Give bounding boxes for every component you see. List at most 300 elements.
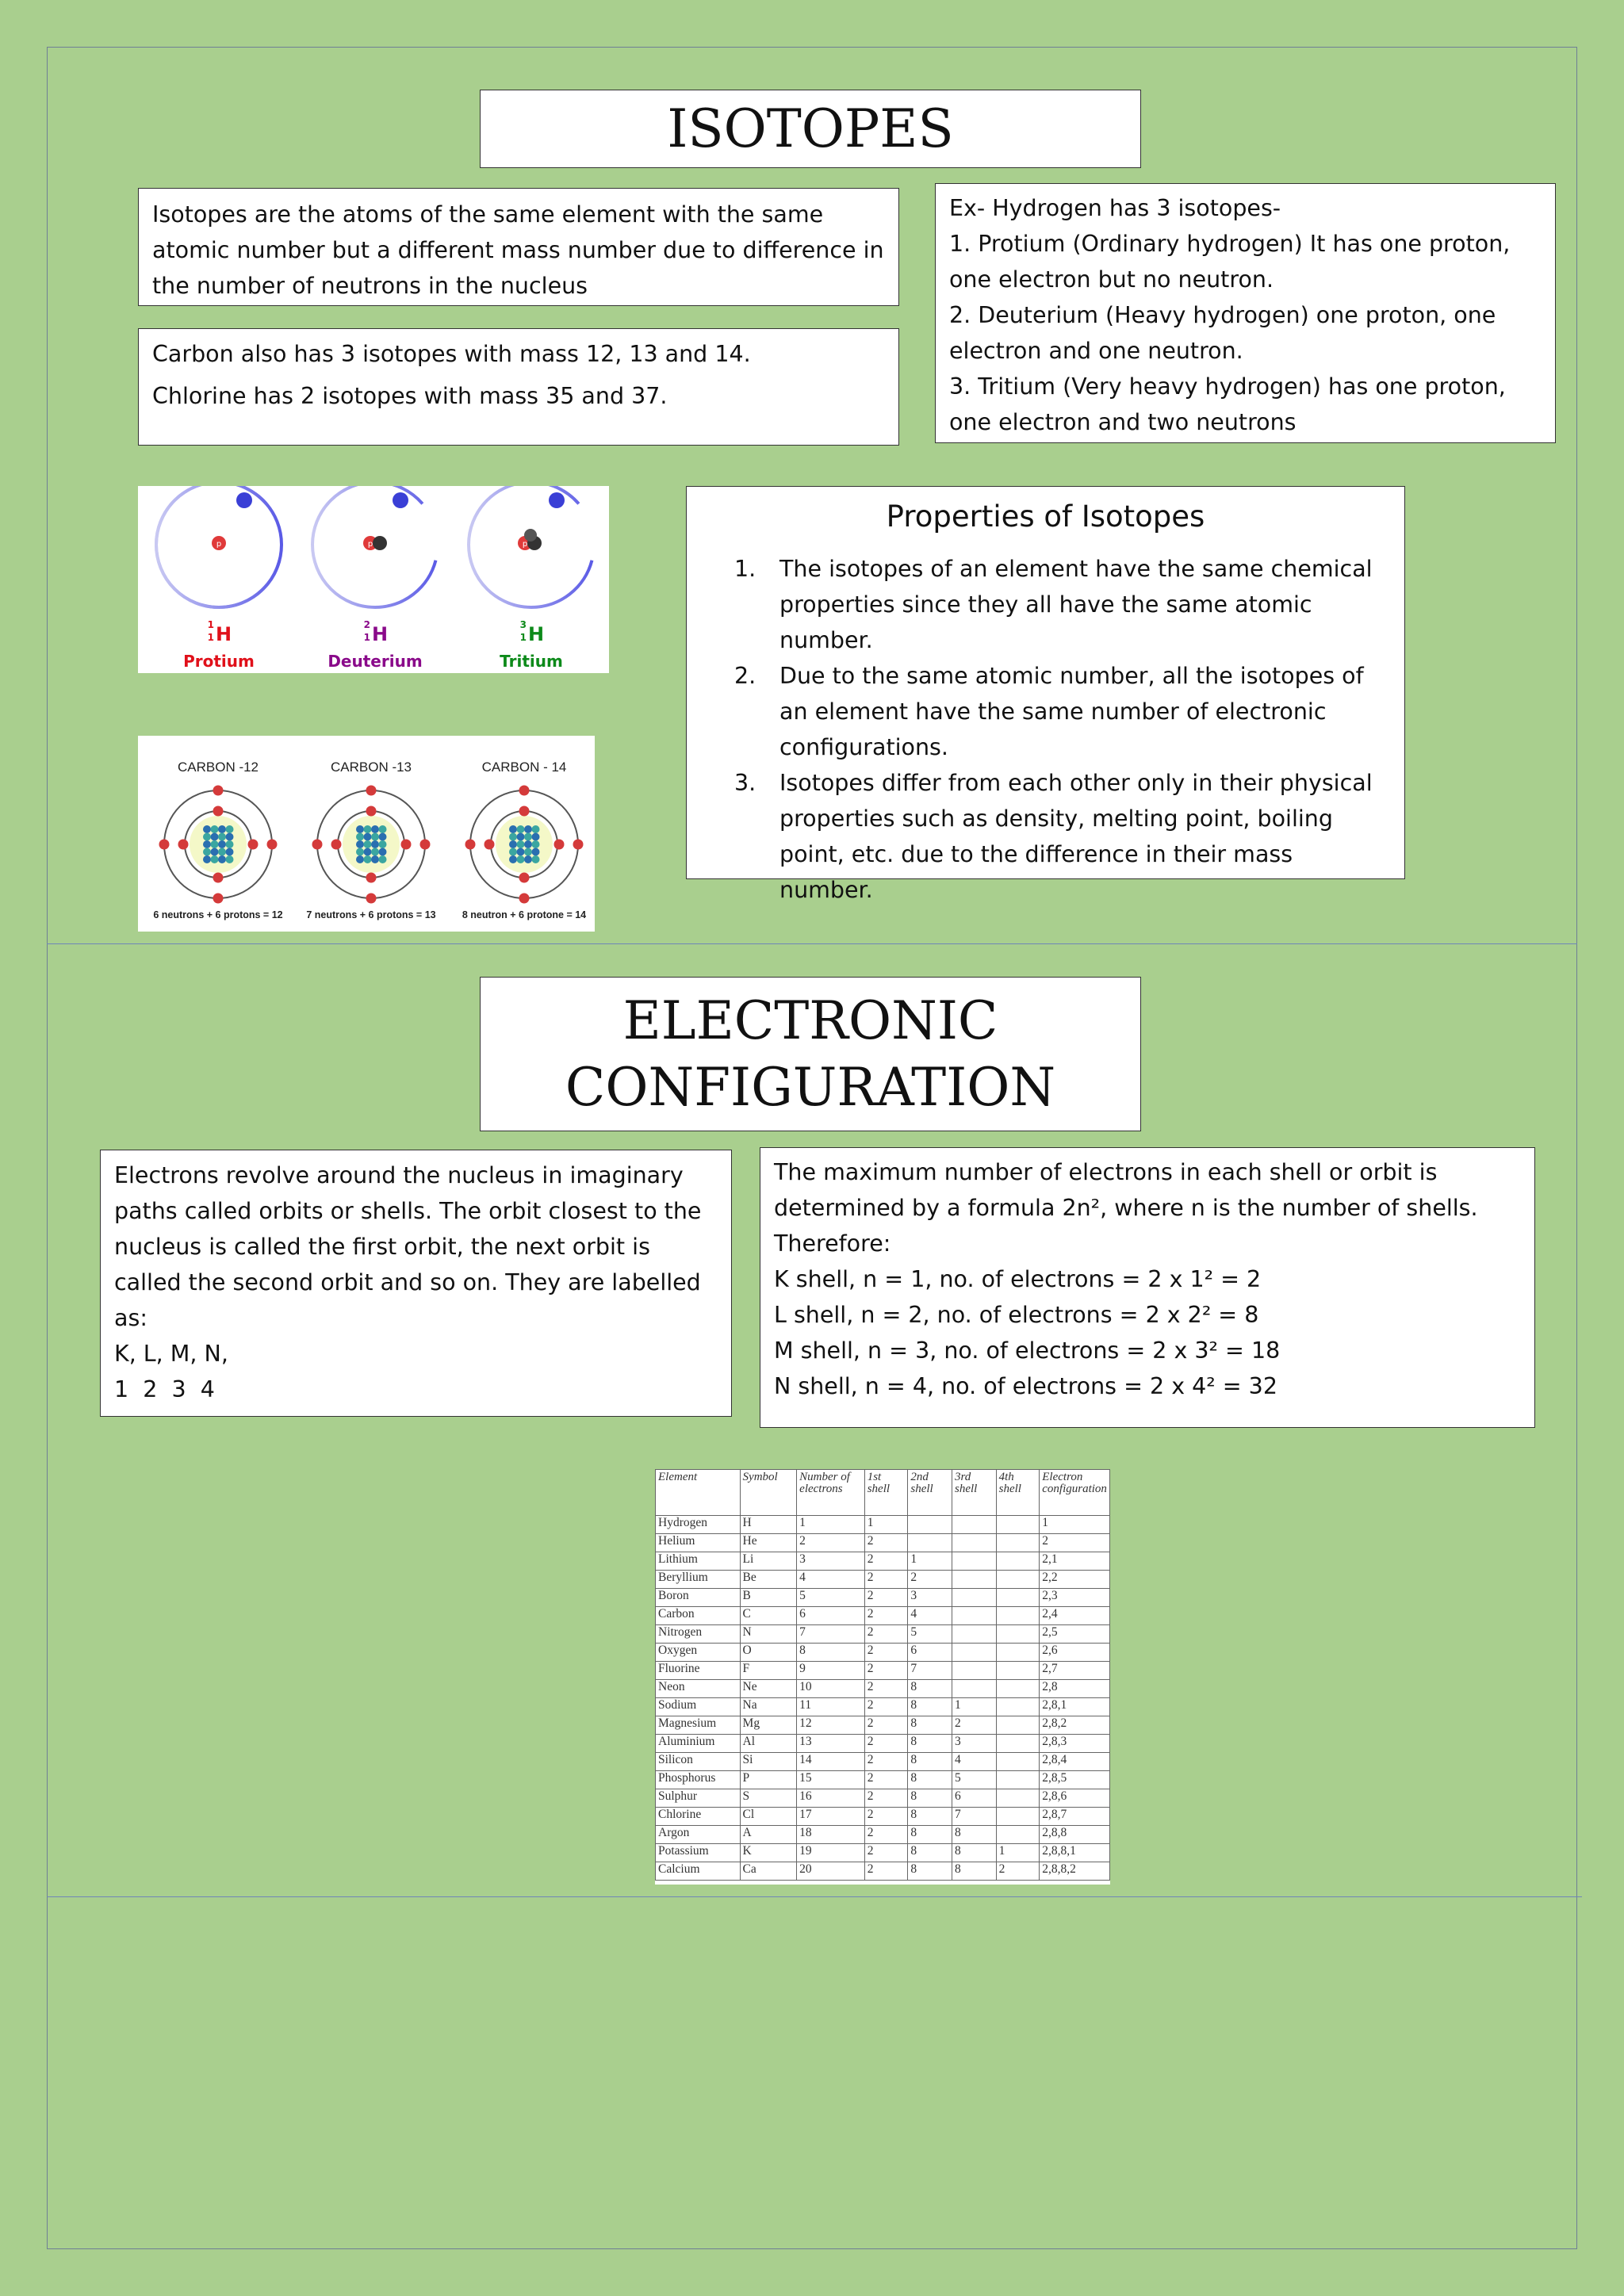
table-cell: 2,8,1	[1040, 1698, 1110, 1716]
column-header: Electron configuration	[1040, 1470, 1110, 1516]
table-cell: 2	[864, 1552, 908, 1571]
table-row	[656, 1826, 1110, 1844]
table-cell: 8	[908, 1844, 952, 1862]
table-row	[656, 1789, 1110, 1808]
table-cell: 2,8,3	[1040, 1735, 1110, 1753]
electron-icon	[519, 806, 530, 817]
nucleon-icon	[211, 848, 219, 856]
therefore-text: Therefore:	[774, 1230, 891, 1257]
table-cell: 2	[952, 1716, 996, 1735]
table-cell: 2	[996, 1862, 1040, 1881]
nucleon-icon	[211, 840, 219, 848]
table-cell: 2	[864, 1844, 908, 1862]
table-row	[656, 1771, 1110, 1789]
table-cell: 8	[952, 1826, 996, 1844]
table-cell	[952, 1625, 996, 1644]
nucleon-icon	[517, 833, 525, 841]
table-cell: 2	[864, 1534, 908, 1552]
table-cell	[996, 1680, 1040, 1698]
table-cell	[996, 1607, 1040, 1625]
nucleon-icon	[379, 825, 387, 833]
table-cell: 8	[908, 1826, 952, 1844]
table-cell	[996, 1552, 1040, 1571]
table-cell: 18	[797, 1826, 865, 1844]
table-cell: Li	[740, 1552, 797, 1571]
table-cell: 2	[864, 1808, 908, 1826]
table-row	[656, 1625, 1110, 1644]
nucleon-icon	[226, 840, 234, 848]
properties-list	[734, 551, 1384, 908]
table-row	[656, 1589, 1110, 1607]
table-cell: H	[740, 1516, 797, 1534]
table-cell: O	[740, 1644, 797, 1662]
table-cell	[952, 1552, 996, 1571]
table-cell: 7	[952, 1808, 996, 1826]
isotope-name: Tritium	[500, 652, 563, 671]
table-cell	[996, 1698, 1040, 1716]
electron-icon	[213, 806, 224, 817]
nucleon-icon	[226, 833, 234, 841]
nucleon-icon	[379, 840, 387, 848]
table-cell: 2	[864, 1662, 908, 1680]
table-cell	[952, 1662, 996, 1680]
table-cell	[908, 1516, 952, 1534]
table-cell: 1	[952, 1698, 996, 1716]
table-cell: 2	[908, 1571, 952, 1589]
k-shell-formula: K shell, n = 1, no. of electrons = 2 x 1² = 2	[774, 1266, 1262, 1292]
electron-icon	[420, 840, 431, 850]
electronic-config-title-line1: ELECTRONIC	[622, 989, 998, 1051]
m-shell-formula: M shell, n = 3, no. of electrons = 2 x 3² = 18	[774, 1337, 1281, 1364]
table-cell: 1	[996, 1844, 1040, 1862]
nucleon-icon	[218, 840, 226, 848]
nucleon-icon	[203, 833, 211, 841]
table-cell: 2,6	[1040, 1644, 1110, 1662]
nucleon-icon	[226, 855, 234, 863]
electron-icon	[213, 894, 224, 904]
table-cell: 17	[797, 1808, 865, 1826]
table-cell: 4	[908, 1607, 952, 1625]
nucleon-icon	[218, 855, 226, 863]
section-divider	[47, 943, 1577, 944]
table-cell	[952, 1589, 996, 1607]
nucleon-icon	[532, 833, 540, 841]
nucleon-icon	[218, 825, 226, 833]
table-cell: Mg	[740, 1716, 797, 1735]
formula-text: The maximum number of electrons in each shell or orbit is determined by a formula 2n², where n is the number of shells.	[774, 1159, 1478, 1221]
nucleon-icon	[364, 855, 372, 863]
table-cell: Argon	[656, 1826, 741, 1844]
table-cell	[952, 1607, 996, 1625]
table-cell: N	[740, 1625, 797, 1644]
table-cell: 2,8,2	[1040, 1716, 1110, 1735]
element-symbol: H	[372, 623, 389, 645]
table-row	[656, 1552, 1110, 1571]
nucleon-icon	[203, 855, 211, 863]
nucleon-icon	[517, 825, 525, 833]
electron-config-table	[655, 1469, 1110, 1881]
nucleon-icon	[203, 848, 211, 856]
proton-label: p	[522, 540, 528, 549]
table-cell: 15	[797, 1771, 865, 1789]
orbits-text: Electrons revolve around the nucleus in imaginary paths called orbits or shells. The orbit closest to the nucleus is called the first orbit, the next orbit is called the second orbit and so on. They are labelled as:	[114, 1162, 702, 1331]
atomic-number: 1	[519, 632, 527, 643]
section-divider	[47, 1896, 1582, 1897]
nucleon-icon	[364, 825, 372, 833]
carbon-isotope-caption: 8 neutron + 6 protone = 14	[462, 909, 587, 920]
table-cell: 19	[797, 1844, 865, 1862]
table-cell: 1	[1040, 1516, 1110, 1534]
table-cell	[996, 1735, 1040, 1753]
electron-icon	[178, 840, 189, 850]
table-cell: 2,8,6	[1040, 1789, 1110, 1808]
electron-icon	[393, 492, 408, 508]
electron-icon	[312, 840, 323, 850]
table-cell: Potassium	[656, 1844, 741, 1862]
table-cell	[996, 1625, 1040, 1644]
table-cell: 2,8	[1040, 1680, 1110, 1698]
table-cell: 2,7	[1040, 1662, 1110, 1680]
table-cell: Al	[740, 1735, 797, 1753]
table-cell: 16	[797, 1789, 865, 1808]
nucleon-icon	[203, 825, 211, 833]
table-cell: 2	[864, 1771, 908, 1789]
table-cell: 2	[864, 1680, 908, 1698]
column-header: 3rd shell	[952, 1470, 996, 1516]
table-cell: 12	[797, 1716, 865, 1735]
nucleon-icon	[509, 855, 517, 863]
table-cell: He	[740, 1534, 797, 1552]
isotope-definition-box	[138, 188, 899, 306]
deuterium-item: 2. Deuterium (Heavy hydrogen) one proton, one electron and one neutron.	[949, 302, 1496, 364]
nucleon-icon	[364, 848, 372, 856]
table-cell: Hydrogen	[656, 1516, 741, 1534]
isotope-name: Deuterium	[327, 652, 423, 671]
table-cell: Magnesium	[656, 1716, 741, 1735]
electron-icon	[213, 786, 224, 796]
nucleon-icon	[517, 840, 525, 848]
table-cell	[952, 1571, 996, 1589]
table-cell: Si	[740, 1753, 797, 1771]
proton-label: p	[367, 540, 373, 549]
table-cell: 5	[797, 1589, 865, 1607]
hydrogen-example-box	[935, 183, 1556, 443]
table-cell: Oxygen	[656, 1644, 741, 1662]
table-cell: 2,8,8,2	[1040, 1862, 1110, 1881]
table-cell: 2,8,8,1	[1040, 1844, 1110, 1862]
nucleon-icon	[203, 840, 211, 848]
electron-icon	[554, 840, 565, 850]
electron-icon	[267, 840, 278, 850]
nucleon-icon	[356, 855, 364, 863]
nucleon-icon	[211, 833, 219, 841]
table-cell: 3	[952, 1735, 996, 1753]
table-cell	[996, 1644, 1040, 1662]
hydrogen-isotopes-diagram	[138, 486, 609, 673]
table-header-row	[656, 1470, 1110, 1516]
table-cell: 14	[797, 1753, 865, 1771]
property-item: 1. The isotopes of an element have the same chemical properties since they all have the same atomic number.	[734, 556, 1373, 653]
table-cell: 1	[908, 1552, 952, 1571]
table-cell: 2	[864, 1826, 908, 1844]
table-cell: 2,8,4	[1040, 1753, 1110, 1771]
l-shell-formula: L shell, n = 2, no. of electrons = 2 x 2² = 8	[774, 1302, 1259, 1328]
table-cell: 2,8,5	[1040, 1771, 1110, 1789]
table-cell: 2	[864, 1589, 908, 1607]
table-cell	[996, 1662, 1040, 1680]
table-row	[656, 1753, 1110, 1771]
electron-icon	[485, 840, 495, 850]
table-cell: 2,5	[1040, 1625, 1110, 1644]
table-cell: 2,4	[1040, 1607, 1110, 1625]
electron-icon	[366, 873, 377, 883]
table-cell: 2,3	[1040, 1589, 1110, 1607]
table-row	[656, 1735, 1110, 1753]
table-cell: Neon	[656, 1680, 741, 1698]
table-cell: C	[740, 1607, 797, 1625]
nucleon-icon	[524, 833, 532, 841]
isotopes-title: ISOTOPES	[667, 98, 954, 159]
electron-config-table-figure	[655, 1469, 1110, 1885]
table-row	[656, 1534, 1110, 1552]
table-cell: 10	[797, 1680, 865, 1698]
nucleon-icon	[379, 848, 387, 856]
table-cell: 9	[797, 1662, 865, 1680]
electron-icon	[248, 840, 259, 850]
proton-label: p	[216, 540, 222, 549]
table-cell: B	[740, 1589, 797, 1607]
electron-icon	[366, 806, 377, 817]
nucleon-icon	[379, 833, 387, 841]
n-shell-formula: N shell, n = 4, no. of electrons = 2 x 4² = 32	[774, 1373, 1277, 1399]
table-row	[656, 1571, 1110, 1589]
table-cell: A	[740, 1826, 797, 1844]
table-cell: 8	[908, 1753, 952, 1771]
electron-icon	[366, 894, 377, 904]
table-cell: 2,8,7	[1040, 1808, 1110, 1826]
table-cell: Phosphorus	[656, 1771, 741, 1789]
nucleon-icon	[356, 840, 364, 848]
electron-icon	[331, 840, 342, 850]
table-cell	[952, 1516, 996, 1534]
table-cell: 6	[797, 1607, 865, 1625]
nucleon-icon	[524, 840, 532, 848]
table-cell: Chlorine	[656, 1808, 741, 1826]
nucleon-icon	[524, 825, 532, 833]
isotope-name: Protium	[183, 652, 255, 671]
table-cell: 6	[952, 1789, 996, 1808]
nucleon-icon	[517, 848, 525, 856]
carbon-isotope-title: CARBON -12	[177, 760, 259, 775]
column-header: Number of electrons	[797, 1470, 865, 1516]
hydrogen-isotopes-figure	[138, 486, 609, 673]
table-cell: 8	[908, 1716, 952, 1735]
electron-icon	[549, 492, 565, 508]
table-cell: 1	[797, 1516, 865, 1534]
table-cell: P	[740, 1771, 797, 1789]
table-cell	[908, 1534, 952, 1552]
table-cell: Silicon	[656, 1753, 741, 1771]
nucleon-icon	[532, 840, 540, 848]
table-cell: 2	[864, 1625, 908, 1644]
carbon-isotope-caption: 6 neutrons + 6 protons = 12	[153, 909, 283, 920]
column-header: 1st shell	[864, 1470, 908, 1516]
nucleon-icon	[371, 855, 379, 863]
table-cell: Na	[740, 1698, 797, 1716]
table-cell: 11	[797, 1698, 865, 1716]
nucleon-icon	[226, 825, 234, 833]
table-cell: Fluorine	[656, 1662, 741, 1680]
properties-box	[686, 486, 1405, 903]
nucleon-icon	[509, 825, 517, 833]
table-cell	[996, 1826, 1040, 1844]
hydrogen-intro: Ex- Hydrogen has 3 isotopes-	[949, 195, 1281, 221]
table-cell: 3	[797, 1552, 865, 1571]
table-cell: 6	[908, 1644, 952, 1662]
nucleon-icon	[356, 848, 364, 856]
mass-number: 1	[207, 619, 214, 630]
table-cell: 2	[797, 1534, 865, 1552]
table-cell	[996, 1808, 1040, 1826]
table-cell: Be	[740, 1571, 797, 1589]
table-row	[656, 1644, 1110, 1662]
carbon-isotope-caption: 7 neutrons + 6 protons = 13	[306, 909, 436, 920]
atomic-number: 1	[363, 632, 370, 643]
table-cell: 5	[908, 1625, 952, 1644]
table-row	[656, 1662, 1110, 1680]
carbon-isotopes-figure	[138, 736, 595, 932]
property-item: 3. Isotopes differ from each other only in their physical properties such as density, melting point, boiling point, etc. due to the difference in their mass number.	[734, 770, 1373, 903]
nucleon-icon	[211, 855, 219, 863]
nucleon-icon	[364, 840, 372, 848]
formula-box	[760, 1147, 1535, 1428]
property-item: 2. Due to the same atomic number, all the isotopes of an element have the same number of electronic configurations.	[734, 663, 1364, 760]
electron-icon	[573, 840, 584, 850]
table-cell: 13	[797, 1735, 865, 1753]
nucleon-icon	[532, 825, 540, 833]
table-cell: 8	[952, 1862, 996, 1881]
electron-icon	[465, 840, 476, 850]
table-row	[656, 1808, 1110, 1826]
nucleon-icon	[532, 855, 540, 863]
table-cell: 4	[797, 1571, 865, 1589]
mass-number: 3	[519, 619, 527, 630]
electron-icon	[519, 873, 530, 883]
table-cell: S	[740, 1789, 797, 1808]
table-cell: 2	[864, 1698, 908, 1716]
table-row	[656, 1862, 1110, 1881]
table-cell	[996, 1534, 1040, 1552]
nucleon-icon	[371, 825, 379, 833]
electronic-config-title-line2: CONFIGURATION	[565, 1056, 1056, 1118]
table-cell: 2	[864, 1789, 908, 1808]
nucleon-icon	[379, 855, 387, 863]
isotope-examples-box	[138, 328, 899, 446]
nucleon-icon	[509, 833, 517, 841]
table-cell: 2,2	[1040, 1571, 1110, 1589]
table-cell: 2	[864, 1862, 908, 1881]
element-symbol: H	[216, 623, 232, 645]
nucleon-icon	[371, 833, 379, 841]
nucleon-icon	[356, 825, 364, 833]
protium-item: 1. Protium (Ordinary hydrogen) It has one proton, one electron but no neutron.	[949, 231, 1511, 293]
table-cell: Boron	[656, 1589, 741, 1607]
table-cell: Sulphur	[656, 1789, 741, 1808]
electron-icon	[519, 894, 530, 904]
table-cell: 8	[908, 1808, 952, 1826]
table-cell: F	[740, 1662, 797, 1680]
table-cell: Ca	[740, 1862, 797, 1881]
table-cell	[996, 1589, 1040, 1607]
table-cell: Ne	[740, 1680, 797, 1698]
tritium-atom-icon	[469, 486, 594, 607]
electron-icon	[366, 786, 377, 796]
table-cell: 1	[864, 1516, 908, 1534]
table-cell: 4	[952, 1753, 996, 1771]
table-cell: 2	[1040, 1534, 1110, 1552]
electron-icon	[519, 786, 530, 796]
column-header: Symbol	[740, 1470, 797, 1516]
nucleon-icon	[524, 848, 532, 856]
table-row	[656, 1680, 1110, 1698]
nucleon-icon	[211, 825, 219, 833]
carbon-isotopes-text: Carbon also has 3 isotopes with mass 12, 13 and 14.	[152, 341, 751, 367]
table-cell: 5	[952, 1771, 996, 1789]
carbon-isotopes-diagram	[138, 736, 595, 932]
nucleon-icon	[517, 855, 525, 863]
table-cell: 2	[864, 1753, 908, 1771]
element-symbol: H	[528, 623, 545, 645]
table-cell: Sodium	[656, 1698, 741, 1716]
electron-icon	[236, 492, 252, 508]
nucleon-icon	[532, 848, 540, 856]
neutron-icon	[373, 536, 387, 550]
electron-icon	[213, 873, 224, 883]
table-cell: 2,1	[1040, 1552, 1110, 1571]
table-cell	[996, 1516, 1040, 1534]
table-cell: 2	[864, 1607, 908, 1625]
tritium-item: 3. Tritium (Very heavy hydrogen) has one proton, one electron and two neutrons	[949, 373, 1506, 435]
table-cell: 2	[864, 1716, 908, 1735]
table-cell	[996, 1571, 1040, 1589]
table-cell: 2	[864, 1644, 908, 1662]
table-cell	[952, 1680, 996, 1698]
table-cell: 2,8,8	[1040, 1826, 1110, 1844]
table-cell: 8	[908, 1789, 952, 1808]
table-cell	[996, 1789, 1040, 1808]
table-row	[656, 1607, 1110, 1625]
isotope-definition: Isotopes are the atoms of the same element with the same atomic number but a different mass number due to difference in the number of neutrons in the nucleus	[152, 201, 884, 299]
nucleon-icon	[524, 855, 532, 863]
table-cell: Calcium	[656, 1862, 741, 1881]
table-cell: 8	[908, 1735, 952, 1753]
nucleon-icon	[509, 848, 517, 856]
column-header: Element	[656, 1470, 741, 1516]
table-cell: 3	[908, 1589, 952, 1607]
atomic-number: 1	[207, 632, 214, 643]
nucleon-icon	[226, 848, 234, 856]
table-cell	[996, 1716, 1040, 1735]
carbon-isotope-title: CARBON -13	[330, 760, 412, 775]
table-cell: Helium	[656, 1534, 741, 1552]
table-cell: Beryllium	[656, 1571, 741, 1589]
column-header: 2nd shell	[908, 1470, 952, 1516]
table-cell: 8	[908, 1771, 952, 1789]
electronic-config-title-box	[480, 977, 1141, 1131]
table-row	[656, 1716, 1110, 1735]
orbits-box	[100, 1150, 732, 1417]
shell-labels: K, L, M, N,	[114, 1341, 228, 1367]
